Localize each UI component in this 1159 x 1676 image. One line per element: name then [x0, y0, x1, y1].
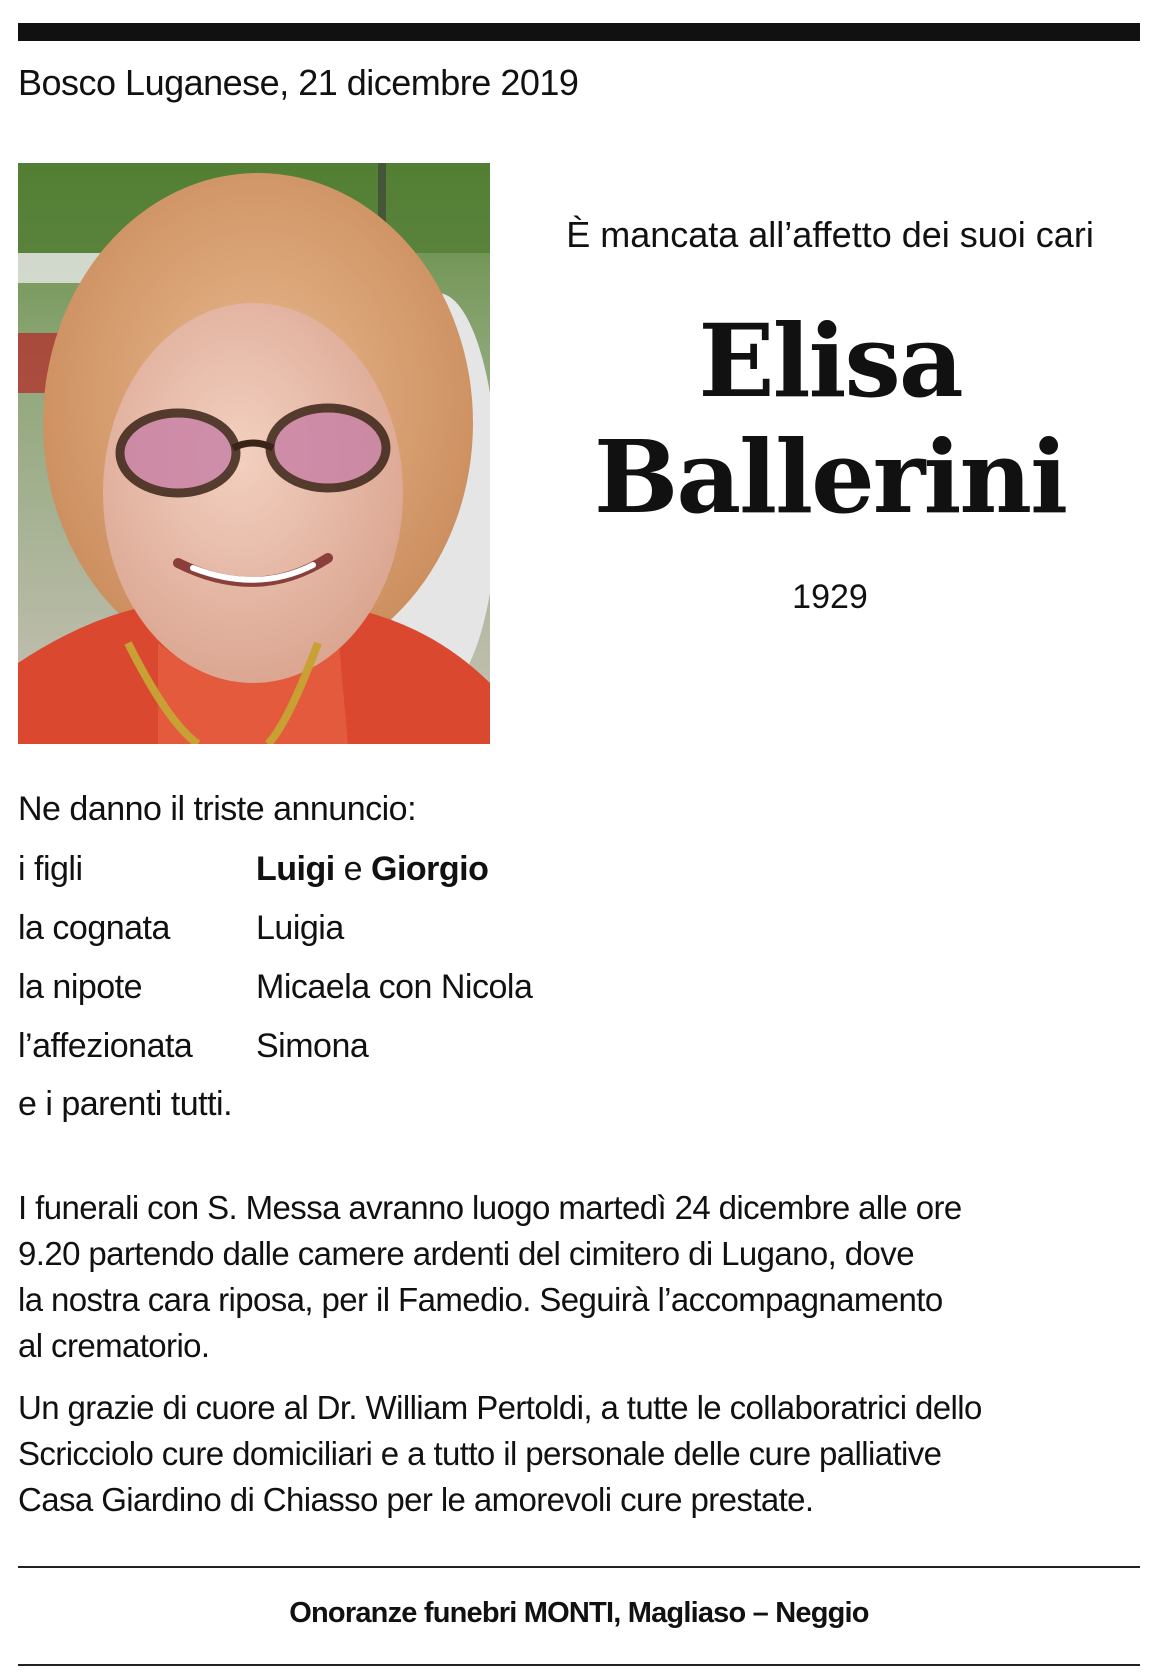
- paragraph-line: I funerali con S. Messa avranno luogo martedì 24 dicembre alle ore: [18, 1189, 962, 1226]
- first-name: Elisa: [698, 302, 962, 420]
- paragraph-line: al crematorio.: [18, 1327, 210, 1364]
- relation: l’affezionata: [18, 1027, 193, 1065]
- intro-text: È mancata all’affetto dei suoi cari: [566, 214, 1094, 255]
- paragraph-line: Un grazie di cuore al Dr. William Pertoldi, a tutte le collaboratrici dello: [18, 1389, 982, 1426]
- conjunction: e: [334, 850, 372, 888]
- paragraph-line: 9.20 partendo dalle camere ardenti del cimitero di Lugano, dove: [18, 1235, 914, 1272]
- announcement-closing: e i parenti tutti.: [18, 1085, 233, 1123]
- place-date: Bosco Luganese, 21 dicembre 2019: [18, 62, 579, 103]
- relation: i figli: [18, 850, 83, 888]
- paragraph-line: Scricciolo cure domiciliari e a tutto il personale delle cure palliative: [18, 1435, 942, 1472]
- paragraph-line: la nostra cara riposa, per il Famedio. Seguirà l’accompagnamento: [18, 1281, 943, 1318]
- name: Luigi: [256, 850, 335, 888]
- relation: la cognata: [18, 909, 170, 947]
- family-names: [256, 840, 488, 899]
- portrait-photo: [18, 163, 490, 744]
- paragraph-line: Casa Giardino di Chiasso per le amorevoli cure prestate.: [18, 1481, 814, 1518]
- funeral-home-credit: Onoranze funebri MONTI, Magliaso – Neggio: [289, 1597, 869, 1629]
- relation: la nipote: [18, 968, 143, 1006]
- birth-year: 1929: [792, 578, 868, 616]
- funeral-paragraph: [18, 1185, 1128, 1369]
- top-rule: [18, 23, 1140, 41]
- name: Giorgio: [371, 850, 489, 888]
- deceased-name: [531, 303, 1129, 535]
- footer-top-rule: [18, 1566, 1140, 1568]
- family-names: Micaela con Nicola: [256, 968, 533, 1006]
- last-name: Ballerini: [593, 418, 1067, 536]
- thanks-paragraph: [18, 1385, 1128, 1523]
- family-names: Luigia: [256, 909, 344, 947]
- footer-bottom-rule: [18, 1664, 1140, 1666]
- announcement-heading: Ne danno il triste annuncio:: [18, 790, 417, 828]
- family-names: Simona: [256, 1027, 369, 1065]
